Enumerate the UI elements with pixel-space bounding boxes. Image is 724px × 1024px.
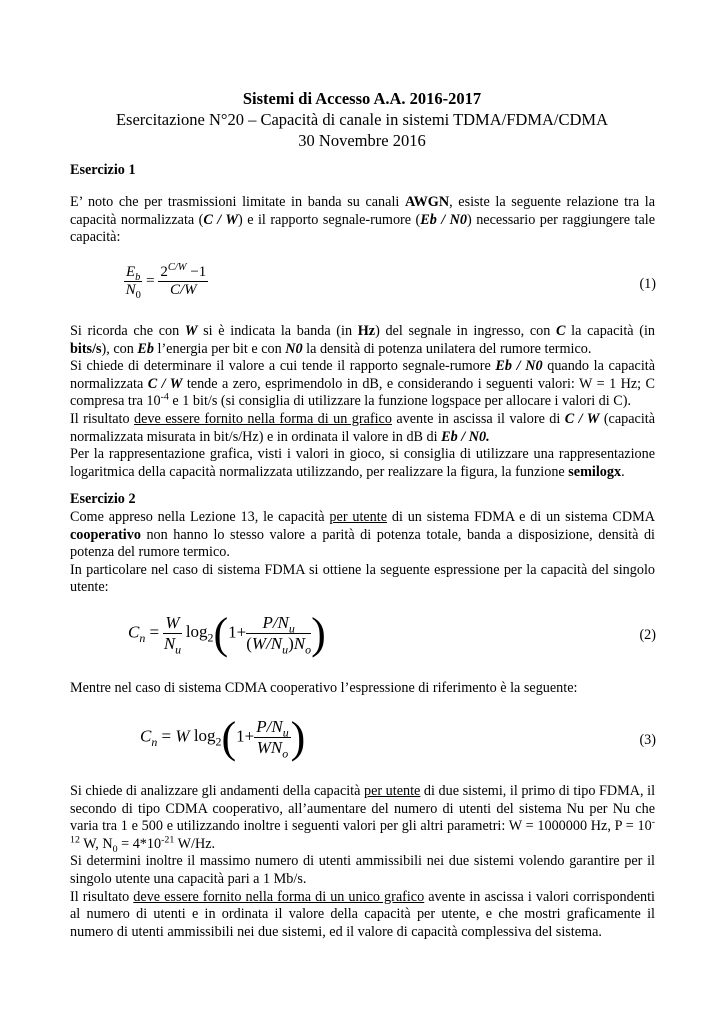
exercise-1-body bbox=[70, 323, 655, 481]
task-paragraph: Si chiede di determinare il valore a cui tende il rapporto segnale-rumore Eb / N0 quando la capacità normalizzata C / W tende a zero, esprimendolo in dB, e considerando i seguenti valori: W = 1 Hz; C compresa tra $10^{-4}$ e 1 bit/s (si consiglia di utilizzare la funzione logspace per allocare i valori di C). bbox=[70, 358, 656, 410]
exercise-2-heading: Esercizio 2 bbox=[70, 491, 136, 507]
plot-hint-paragraph: Per la rappresentazione grafica, visti i valori in gioco, si consiglia di utilizzare una rappresentazione logaritmica della capacità normalizzata utilizzando, per realizzare la figura, la funzione semilogx. bbox=[70, 446, 655, 480]
equation-1-number: (1) bbox=[639, 276, 656, 292]
result-paragraph: Il risultato deve essere fornito nella forma di un grafico avente in ascissa il valore di C / W (capacità normalizzata misurata in bit/s/Hz) e in ordinata il valore in dB di Eb / N0. bbox=[70, 410, 656, 445]
exercise-1-heading: Esercizio 1 bbox=[70, 162, 136, 178]
equation-1: $\frac{E_b}{N_0}$ = $\frac{2^{C/W} -1}{C/W}$ bbox=[125, 262, 207, 301]
page-subtitle: Esercitazione N°20 – Capacità di canale in sistemi TDMA/FDMA/CDMA bbox=[115, 110, 609, 129]
exercise-1-intro: E’ noto che per trasmissioni limitate in banda su canali AWGN, esiste la seguente relazione tra la capacità normalizzata (C / W) e il rapporto segnale-rumore (Eb / N0) necessario per raggiungere tale capacità: bbox=[70, 194, 656, 246]
exercise-2-intro: Come appreso nella Lezione 13, le capacità per utente di un sistema FDMA e di un sistema CDMA cooperativo non hanno lo stesso valore a parità di potenza totale, banda a disposizione, densità di potenza del rumore termico. In particolare nel caso di sistema FDMA si ottiene la seguente espressione per la capacità del singolo utente: bbox=[70, 509, 656, 596]
equation-3-number: (3) bbox=[639, 732, 656, 748]
page-title: Sistemi di Accesso A.A. 2016-2017 bbox=[242, 89, 482, 108]
title-block bbox=[0, 88, 724, 151]
max-users-paragraph: Si determini inoltre il massimo numero di utenti ammissibili nei due sistemi volendo garantire per il singolo utente una capacità pari a 1 Mb/s. bbox=[70, 853, 655, 887]
result-paragraph-2: Il risultato deve essere fornito nella forma di un unico grafico avente in ascissa i valori corrispondenti al numero di utenti e in ordinata il valore della capacità per utente, e che mostri graficamente il numero di utenti ammissibili nei due sistemi, ed il valore di capacità complessiva del sistema. bbox=[70, 888, 655, 940]
equation-3: $C_n = W$ $\log_2(1+$ $\frac{P/N_u}{WN_o}$ ) bbox=[140, 713, 306, 762]
exercise-2-body bbox=[70, 783, 655, 941]
equation-2-number: (2) bbox=[639, 627, 656, 643]
definitions-paragraph: Si ricorda che con W si è indicata la banda (in Hz) del segnale in ingresso, con C la capacità (in bits/s), con Eb l’energia per bit e con N0 la densità di potenza unilatera del rumore termico. bbox=[70, 323, 655, 357]
analysis-paragraph: Si chiede di analizzare gli andamenti della capacità per utente di due sistemi, il primo di tipo FDMA, il secondo di tipo CDMA cooperativo, all’aumentare del numero di utenti del sistema Nu per Nu che varia tra 1 e 500 e utilizzando inoltre i seguenti valori per gli altri parametri: W = 1000000 Hz, $P = 10^{-12}$ W, $N_0 = 4*10^{-21}$ W/Hz. bbox=[70, 783, 656, 855]
page-date: 30 Novembre 2016 bbox=[298, 131, 426, 150]
equation-2: $C_n$ = $\frac{W}{N_u}$ $\log_2(1+$ $\frac{P/N_u}{(W/N_u)N_o}$ ) bbox=[128, 609, 326, 658]
cdma-intro: Mentre nel caso di sistema CDMA cooperativo l’espressione di riferimento è la seguente: bbox=[70, 680, 578, 696]
